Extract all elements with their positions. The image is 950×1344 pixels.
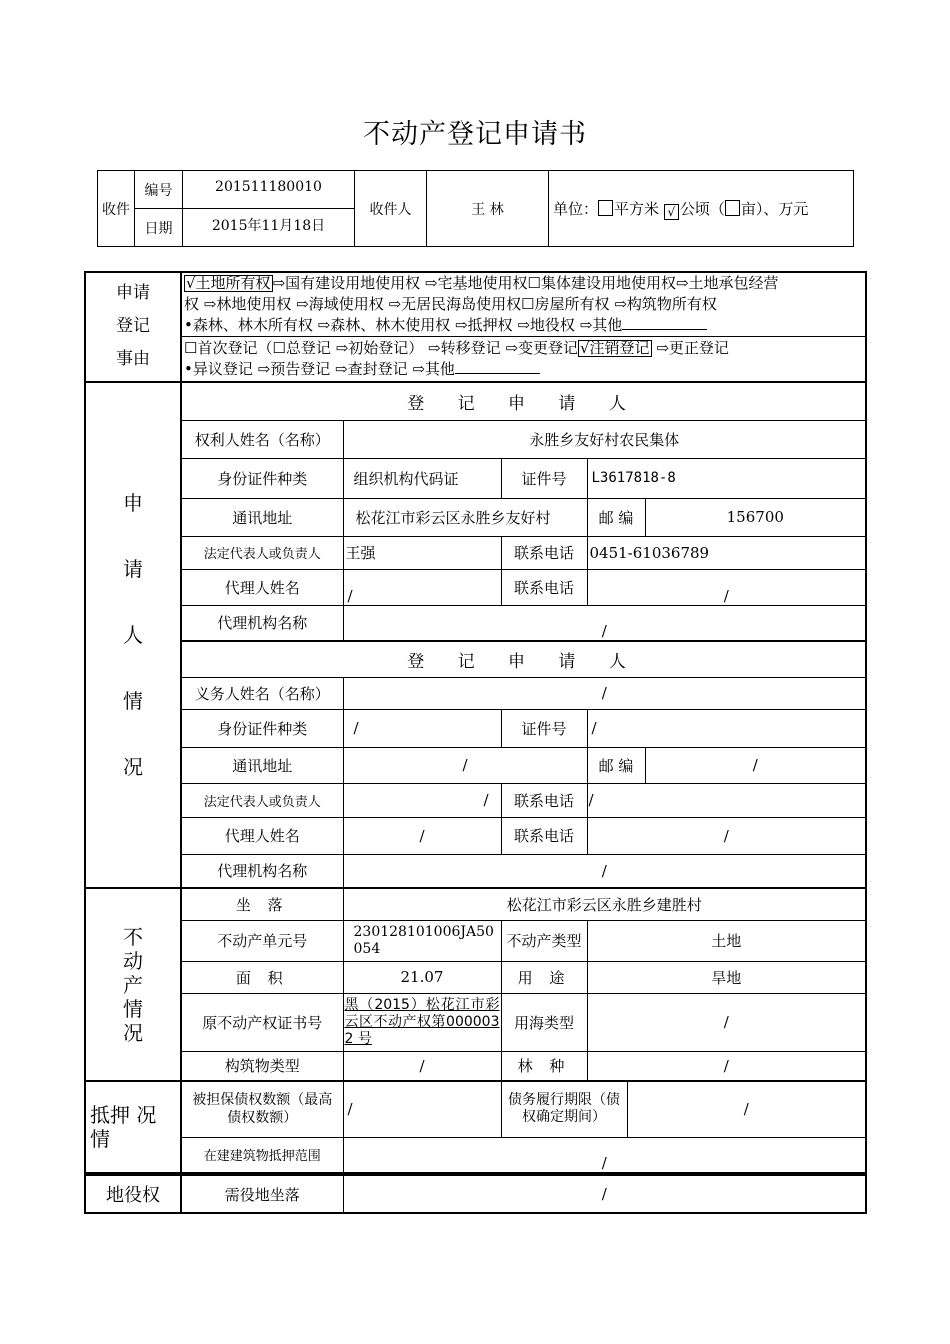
matter-label — [85, 272, 181, 382]
id-type-label: 身份证件种类 — [181, 458, 343, 498]
forest[interactable]: / — [587, 1051, 866, 1081]
obligor-header: 登 记 申 请 人 — [181, 641, 866, 677]
registration-types — [181, 337, 866, 382]
property-table — [84, 887, 867, 1082]
legal-rep-label: 法定代表人或负责人 — [181, 536, 343, 569]
legal-rep[interactable]: 王强 — [343, 536, 501, 569]
agent-name[interactable]: / — [343, 569, 501, 605]
id-no-label: 证件号 — [501, 458, 587, 498]
applicant-side-5: 况 — [123, 755, 143, 779]
right-easement-option[interactable]: ⇨地役权 — [517, 316, 575, 334]
property-type-label: 不动产类型 — [501, 920, 587, 961]
obligor-legal-rep[interactable]: / — [343, 783, 501, 817]
unit-mu-checkbox[interactable] — [725, 200, 740, 216]
postcode[interactable]: 156700 — [645, 498, 866, 536]
unit-hectare-label: 公顷（ — [679, 199, 725, 218]
address[interactable]: 松花江市彩云区永胜乡友好村 — [343, 498, 587, 536]
property-side-label — [85, 888, 181, 1081]
receiver-name: 王 林 — [427, 171, 549, 247]
right-mortgage-option[interactable]: ⇨抵押权 — [455, 316, 513, 334]
unit-sqm-checkbox[interactable] — [598, 200, 613, 216]
orig-cert-label: 原不动产权证书号 — [181, 993, 343, 1051]
obligor-id-no-label: 证件号 — [501, 709, 587, 747]
obligor-agency[interactable]: / — [343, 854, 866, 888]
structure[interactable]: / — [343, 1051, 501, 1081]
receipt-number: 201511180010 — [183, 171, 355, 209]
unit-no-label: 不动产单元号 — [181, 920, 343, 961]
agency-label: 代理机构名称 — [181, 605, 343, 641]
matter-table — [84, 271, 867, 383]
rights-line-1 — [184, 273, 863, 294]
type-correction-option[interactable]: ⇨更正登记 — [656, 338, 729, 357]
unit-options — [549, 171, 854, 247]
property-side-2: 动 — [123, 948, 143, 973]
applicant-header: 登 记 申 请 人 — [181, 382, 866, 420]
receipt-label: 收件 — [98, 171, 135, 247]
easement-location-label: 需役地坐落 — [181, 1175, 343, 1213]
unit-hectare-checkbox[interactable]: √ — [664, 204, 679, 220]
applicant-side-2: 请 — [123, 557, 143, 581]
right-island-option[interactable]: ⇨无居民海岛使用权 — [388, 295, 522, 313]
location-label: 坐 落 — [181, 888, 343, 920]
obligor-agent-label: 代理人姓名 — [181, 817, 343, 854]
right-forest-ownership-option[interactable]: •森林、林木所有权 — [184, 316, 313, 334]
phone[interactable]: 0451-61036789 — [587, 536, 866, 569]
property-side-5: 况 — [123, 1020, 143, 1045]
rights-line-2 — [184, 294, 863, 315]
sea-use[interactable]: / — [587, 993, 866, 1051]
obligor-address-label: 通讯地址 — [181, 747, 343, 783]
receiver-label: 收件人 — [355, 171, 427, 247]
rights-options — [181, 272, 866, 337]
rights-line-3 — [184, 315, 863, 336]
type-change-option[interactable]: ⇨变更登记 — [505, 338, 578, 357]
property-side-3: 产 — [123, 972, 143, 997]
obligor-address[interactable]: / — [343, 747, 587, 783]
right-sea-area-option[interactable]: ⇨海域使用权 — [296, 295, 384, 313]
matter-label-1: 申请 — [116, 283, 150, 304]
mortgage-amount-label: 被担保债权数额（最高债权数额） — [181, 1081, 343, 1137]
agent-phone[interactable]: / — [587, 569, 866, 605]
type-first-option[interactable]: ☐首次登记（☐总登记 — [184, 338, 331, 357]
obligor-name[interactable]: / — [343, 677, 866, 709]
applicant-side-1: 申 — [123, 491, 143, 515]
types-line-1 — [184, 338, 863, 359]
type-seizure-option[interactable]: ⇨查封登记 — [335, 359, 408, 378]
address-label: 通讯地址 — [181, 498, 343, 536]
orig-cert[interactable]: 黑（2015）松花江市彩云区不动产权第0000032 号 — [343, 993, 501, 1051]
obligor-id-type[interactable]: / — [343, 709, 501, 747]
easement-location[interactable]: / — [343, 1175, 866, 1213]
rights-wrap-text: 权 — [184, 295, 200, 313]
right-other-option[interactable]: ⇨其他 — [579, 316, 623, 334]
applicant-table — [84, 381, 867, 889]
obligor-agency-label: 代理机构名称 — [181, 854, 343, 888]
obligor-phone[interactable]: / — [587, 783, 866, 817]
right-homestead-option[interactable]: ⇨宅基地使用权 — [424, 274, 528, 292]
structure-label: 构筑物类型 — [181, 1051, 343, 1081]
easement-side-label: 地役权 — [85, 1175, 181, 1213]
area-label: 面 积 — [181, 961, 343, 993]
unit-mu-label: 亩）、万元 — [740, 199, 809, 218]
mortgage-term[interactable]: / — [627, 1081, 866, 1137]
type-advance-option[interactable]: ⇨预告登记 — [257, 359, 331, 378]
receipt-date-label: 日期 — [135, 209, 183, 247]
id-type[interactable]: 组织机构代码证 — [343, 458, 501, 498]
obligor-agent[interactable]: / — [343, 817, 501, 854]
type-initial-option[interactable]: ⇨初始登记） — [335, 338, 424, 357]
type-other-option[interactable]: ⇨其他 — [412, 359, 455, 378]
obligor-name-label: 义务人姓名（名称） — [181, 677, 343, 709]
right-state-land-option[interactable]: ⇨国有建设用地使用权 — [272, 274, 421, 292]
mortgage-scope[interactable]: / — [343, 1137, 866, 1173]
right-house-option[interactable]: ☐房屋所有权 — [521, 295, 610, 313]
type-transfer-option[interactable]: ⇨转移登记 — [428, 338, 501, 357]
right-forest-use-option[interactable]: ⇨森林、林木使用权 — [317, 316, 451, 334]
matter-label-3: 事由 — [116, 349, 150, 370]
unit-no[interactable]: 230128101006JA50054 — [343, 920, 501, 961]
type-other-blank[interactable] — [455, 361, 540, 374]
use[interactable]: 旱地 — [587, 961, 866, 993]
easement-table — [84, 1174, 867, 1214]
mortgage-term-label: 债务履行期限（债权确定期间） — [501, 1081, 627, 1137]
types-line-2 — [184, 359, 863, 380]
right-contract-option[interactable]: ⇨土地承包经营 — [675, 274, 779, 292]
matter-label-2: 登记 — [116, 316, 150, 337]
mortgage-scope-label: 在建建筑物抵押范围 — [181, 1137, 343, 1173]
forest-label: 林 种 — [501, 1051, 587, 1081]
type-objection-option[interactable]: •异议登记 — [184, 359, 253, 378]
area[interactable]: 21.07 — [343, 961, 501, 993]
obligor-postcode[interactable]: / — [645, 747, 866, 783]
property-side-1: 不 — [123, 924, 143, 949]
page-title: 不动产登记申请书 — [363, 119, 587, 150]
right-collective-land-option[interactable]: ☐集体建设用地使用权 — [527, 274, 676, 292]
mortgage-table — [84, 1080, 867, 1174]
obligor-postcode-label: 邮 编 — [587, 747, 645, 783]
agency[interactable]: / — [343, 605, 866, 641]
right-other-blank[interactable] — [622, 317, 707, 330]
right-land-ownership-checkbox[interactable]: √土地所有权 — [186, 274, 271, 292]
property-type[interactable]: 土地 — [587, 920, 866, 961]
obligor-id-no[interactable]: / — [587, 709, 866, 747]
applicant-side-label — [85, 382, 181, 888]
obligor-legal-rep-label: 法定代表人或负责人 — [181, 783, 343, 817]
id-no[interactable]: L3617818-8 — [587, 458, 866, 498]
receipt-number-label: 编号 — [135, 171, 183, 209]
right-forest-land-option[interactable]: ⇨林地使用权 — [203, 295, 292, 313]
mortgage-amount[interactable]: / — [343, 1081, 501, 1137]
phone-label: 联系电话 — [501, 536, 587, 569]
applicant-side-4: 情 — [123, 689, 143, 713]
obligor-phone-label: 联系电话 — [501, 783, 587, 817]
obligor-agent-phone[interactable]: / — [587, 817, 866, 854]
postcode-label: 邮 编 — [587, 498, 645, 536]
unit-label: 单位： — [553, 199, 599, 218]
right-structure-option[interactable]: ⇨构筑物所有权 — [614, 295, 717, 313]
obligor-agent-phone-label: 联系电话 — [501, 817, 587, 854]
agent-phone-label: 联系电话 — [501, 569, 587, 605]
mortgage-side-label: 抵押 况情 — [85, 1081, 181, 1173]
location[interactable]: 松花江市彩云区永胜乡建胜村 — [343, 888, 866, 920]
sea-use-label: 用海类型 — [501, 993, 587, 1051]
holder-name-label: 权利人姓名（名称） — [181, 420, 343, 458]
obligor-id-type-label: 身份证件种类 — [181, 709, 343, 747]
unit-sqm-label: 平方米 — [614, 199, 660, 218]
property-side-4: 情 — [123, 996, 143, 1021]
use-label: 用 途 — [501, 961, 587, 993]
receipt-table — [97, 170, 854, 247]
holder-name[interactable]: 永胜乡友好村农民集体 — [343, 420, 866, 458]
receipt-date: 2015年11月18日 — [183, 209, 355, 247]
agent-label: 代理人姓名 — [181, 569, 343, 605]
applicant-side-3: 人 — [123, 623, 143, 647]
type-cancel-checkbox[interactable]: √注销登记 — [579, 338, 650, 357]
